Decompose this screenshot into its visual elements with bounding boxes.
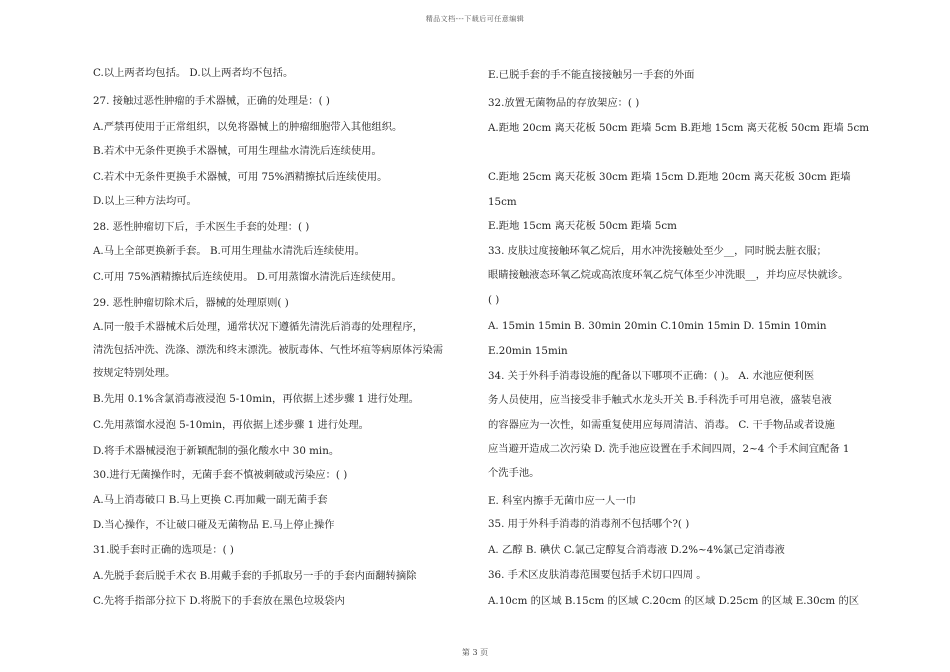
text-line: D.当心操作，不让破口碰及无菌物品 E.马上停止操作 bbox=[93, 519, 335, 531]
text-line: A. 乙醇 B. 碘伏 C.氯己定醇复合消毒液 D.2%~4%氯己定消毒液 bbox=[488, 544, 785, 556]
page-header: 精品文档---下载后可任意编辑 bbox=[425, 15, 525, 23]
text-line: D.将手术器械浸泡于新颖配制的强化酸水中 30 min。 bbox=[93, 445, 340, 457]
text-line: A.严禁再使用于正常组织，以免将器械上的肿瘤细胞带入其他组织。 bbox=[93, 121, 403, 133]
text-line: ( ) bbox=[488, 294, 500, 306]
text-line: A.距地 20cm 离天花板 50cm 距墙 5cm B.距地 15cm 离天花板 50cm 距墙 5cm bbox=[488, 122, 869, 134]
text-line: C.若术中无条件更换手术器械，可用 75%酒精擦拭后连续使用。 bbox=[93, 171, 388, 183]
text-line: A.10cm 的区域 B.15cm 的区域 C.20cm 的区域 D.25cm 的区域 E.30cm 的区 bbox=[488, 595, 860, 607]
text-line: 的容器应为一次性，如需重复使用应每周清洁、消毒。 C. 干手物品或者设施 bbox=[488, 419, 835, 431]
text-line: 32.放置无菌物品的存放架应：( ) bbox=[488, 97, 640, 109]
text-line: C.先用蒸馏水浸泡 5-10min，再依据上述步骤 1 进行处理。 bbox=[93, 419, 369, 431]
text-line: B.若术中无条件更换手术器械，可用生理盐水清洗后连续使用。 bbox=[93, 145, 382, 157]
text-line: C.先将手指部分拉下 D.将脱下的手套放在黑色垃圾袋内 bbox=[93, 595, 345, 607]
text-line: 按规定特别处理。 bbox=[93, 367, 176, 379]
page-number: 第 3 页 bbox=[461, 648, 489, 657]
text-line: E.距地 15cm 离天花板 50cm 距墙 5cm bbox=[488, 220, 677, 232]
text-line: 个洗手池。 bbox=[488, 467, 540, 479]
text-line: 28. 恶性肿瘤切下后，手术医生手套的处理：( ) bbox=[93, 221, 310, 233]
text-line: 29. 恶性肿瘤切除术后，器械的处理原则( ) bbox=[93, 297, 289, 309]
text-line: 应当避开造成二次污染 D. 洗手池应设置在手术间四周，2~4 个手术间宜配备 1 bbox=[488, 443, 850, 455]
text-line: A.马上消毒破口 B.马上更换 C.再加戴一副无菌手套 bbox=[93, 494, 328, 506]
text-line: A.先脱手套后脱手术衣 B.用戴手套的手抓取另一手的手套内面翻转摘除 bbox=[93, 570, 417, 582]
text-line: 36. 手术区皮肤消毒范围要包括手术切口四周 。 bbox=[488, 569, 707, 581]
text-line: 务人员使用，应当接受非手触式水龙头开关 B.手科洗手可用皂液，盛装皂液 bbox=[488, 394, 832, 406]
text-line: 清洗包括冲洗、洗涤、漂洗和终末漂洗。被朊毒体、气性坏疽等病原体污染需 bbox=[93, 344, 444, 356]
text-line: 34. 关于外科手消毒设施的配备以下哪项不正确：( )。 A. 水池应便利医 bbox=[488, 370, 815, 382]
text-line: 眼睛接触液态环氧乙烷或高浓度环氧乙烷气体至少冲洗眼__，并均应尽快就诊。 bbox=[488, 269, 849, 281]
text-line: A. 15min 15min B. 30min 20min C.10min 15min D. 15min 10min bbox=[488, 320, 827, 332]
text-line: 31.脱手套时正确的选项是：( ) bbox=[93, 544, 234, 556]
text-line: C.距地 25cm 离天花板 30cm 距墙 15cm D.距地 20cm 离天花板 30cm 距墙 bbox=[488, 171, 851, 183]
text-line: E.已脱手套的手不能直接接触另一手套的外面 bbox=[488, 69, 695, 81]
text-line: D.以上三种方法均可。 bbox=[93, 195, 197, 207]
text-line: C.以上两者均包括。 D.以上两者均不包括。 bbox=[93, 67, 294, 79]
text-line: E.20min 15min bbox=[488, 345, 568, 357]
text-line: A.同一般手术器械术后处理，通常状况下遵循先清洗后消毒的处理程序， bbox=[93, 321, 423, 333]
text-line: C.可用 75%酒精擦拭后连续使用。 D.可用蒸馏水清洗后连续使用。 bbox=[93, 271, 402, 283]
text-line: 27. 接触过恶性肿瘤的手术器械，正确的处理是：( ) bbox=[93, 95, 330, 107]
text-line: 33. 皮肤过度接触环氧乙烷后，用水冲洗接触处至少__，同时脱去脏衣服； bbox=[488, 245, 827, 257]
text-line: 35. 用于外科手消毒的消毒剂不包括哪个?( ) bbox=[488, 518, 690, 530]
text-line: E. 科室内擦手无菌巾应一人一巾 bbox=[488, 495, 636, 507]
text-line: 15cm bbox=[488, 196, 517, 208]
text-line: B.先用 0.1%含氯消毒液浸泡 5-10min，再依据上述步骤 1 进行处理。 bbox=[93, 393, 419, 405]
text-line: 30.进行无菌操作时，无菌手套不慎被刺破或污染应：( ) bbox=[93, 469, 348, 481]
text-line: A.马上全部更换新手套。 B.可用生理盐水清洗后连续使用。 bbox=[93, 245, 365, 257]
